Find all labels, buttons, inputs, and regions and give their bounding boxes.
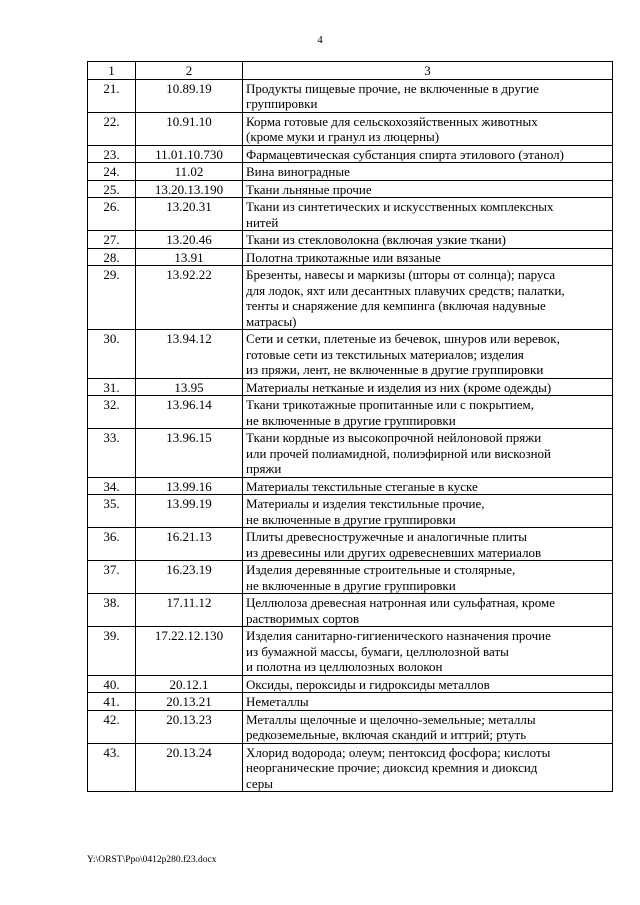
- description-line: Материалы и изделия текстильные прочие,: [246, 496, 485, 511]
- row-number-cell: 33.: [88, 429, 136, 478]
- description-line: матрасы): [246, 313, 297, 329]
- file-path-footer: Y:\ORST\Ppo\0412p280.f23.docx: [87, 855, 217, 865]
- table-row: [88, 378, 613, 396]
- product-code-cell: 13.96.15: [136, 429, 243, 478]
- description-line: Материалы нетканые и изделия из них (кроме одежды): [246, 379, 552, 395]
- table-row: [88, 594, 613, 627]
- description-line: Неметаллы: [246, 694, 309, 709]
- description-line: и полотна из целлюлозных волокон: [246, 659, 443, 674]
- table-row: [88, 180, 613, 198]
- row-number-cell: 32.: [88, 396, 136, 429]
- description-line: для лодок, яхт или десантных плавучих средств; палатки,: [246, 282, 565, 298]
- product-code-cell: 20.13.23: [136, 710, 243, 743]
- product-description-cell: [243, 330, 613, 379]
- product-description-cell: [243, 627, 613, 676]
- description-line: редкоземельные, включая скандий и иттрий; ртуть: [246, 727, 527, 742]
- product-code-cell: 10.91.10: [136, 112, 243, 145]
- description-line: Металлы щелочные и щелочно-земельные; металлы: [246, 711, 536, 727]
- product-code-cell: 11.02: [136, 163, 243, 181]
- table-row: [88, 330, 613, 379]
- table-row: [88, 79, 613, 112]
- description-line: Ткани из синтетических и искусственных комплексных: [246, 199, 554, 214]
- product-code-cell: 13.20.46: [136, 231, 243, 249]
- row-number-cell: 24.: [88, 163, 136, 181]
- description-line: Брезенты, навесы и маркизы (шторы от солнца); паруса: [246, 267, 556, 282]
- product-code-cell: 13.20.31: [136, 198, 243, 231]
- table-row: [88, 675, 613, 693]
- description-line: (кроме муки и гранул из люцерны): [246, 129, 440, 144]
- row-number-cell: 29.: [88, 266, 136, 330]
- product-code-cell: 13.92.22: [136, 266, 243, 330]
- product-code-cell: 13.94.12: [136, 330, 243, 379]
- description-line: из пряжи, лент, не включенные в другие группировки: [246, 362, 544, 377]
- description-line: Продукты пищевые прочие, не включенные в другие: [246, 80, 539, 96]
- row-number-cell: 22.: [88, 112, 136, 145]
- row-number-cell: 34.: [88, 477, 136, 495]
- table-row: [88, 477, 613, 495]
- row-number-cell: 36.: [88, 528, 136, 561]
- row-number-cell: 27.: [88, 231, 136, 249]
- table-row: [88, 145, 613, 163]
- description-line: тенты и снаряжение для кемпинга (включая надувные: [246, 298, 546, 313]
- product-code-cell: 17.11.12: [136, 594, 243, 627]
- product-description-cell: [243, 163, 613, 181]
- table-row: [88, 561, 613, 594]
- description-line: из древесины или других одревесневших материалов: [246, 544, 542, 560]
- page-number: 4: [317, 34, 323, 46]
- product-code-cell: 20.12.1: [136, 675, 243, 693]
- row-number-cell: 37.: [88, 561, 136, 594]
- product-description-cell: [243, 528, 613, 561]
- description-line: из бумажной массы, бумаги, целлюлозной ваты: [246, 643, 509, 659]
- description-line: серы: [246, 775, 273, 791]
- product-description-cell: [243, 594, 613, 627]
- table-row: [88, 710, 613, 743]
- description-line: растворимых сортов: [246, 610, 360, 626]
- description-line: Целлюлоза древесная натронная или сульфатная, кроме: [246, 595, 555, 610]
- product-description-cell: [243, 266, 613, 330]
- description-line: Полотна трикотажные или вязаные: [246, 249, 441, 265]
- product-description-cell: [243, 231, 613, 249]
- product-description-cell: [243, 248, 613, 266]
- description-line: не включенные в другие группировки: [246, 511, 456, 527]
- description-line: Вина виноградные: [246, 164, 350, 179]
- table-row: [88, 627, 613, 676]
- description-line: Изделия деревянные строительные и столярные,: [246, 562, 516, 577]
- description-line: не включенные в другие группировки: [246, 412, 456, 428]
- product-description-cell: [243, 561, 613, 594]
- description-line: Ткани из стекловолокна (включая узкие ткани): [246, 232, 506, 247]
- header-cell-description: 3: [243, 62, 613, 80]
- table-row: [88, 231, 613, 249]
- row-number-cell: 35.: [88, 495, 136, 528]
- product-description-cell: [243, 429, 613, 478]
- product-code-cell: 10.89.19: [136, 79, 243, 112]
- product-description-cell: [243, 675, 613, 693]
- description-line: группировки: [246, 96, 318, 111]
- row-number-cell: 25.: [88, 180, 136, 198]
- product-code-cell: 13.99.19: [136, 495, 243, 528]
- description-line: Материалы текстильные стеганые в куске: [246, 478, 478, 494]
- row-number-cell: 23.: [88, 145, 136, 163]
- product-description-cell: [243, 378, 613, 396]
- table-row: [88, 743, 613, 792]
- product-code-cell: 13.96.14: [136, 396, 243, 429]
- row-number-cell: 42.: [88, 710, 136, 743]
- product-code-cell: 20.13.21: [136, 693, 243, 711]
- description-line: Оксиды, пероксиды и гидроксиды металлов: [246, 676, 490, 692]
- product-description-cell: [243, 79, 613, 112]
- header-cell-code: 2: [136, 62, 243, 80]
- product-description-cell: [243, 710, 613, 743]
- table-row: [88, 693, 613, 711]
- product-code-cell: 13.99.16: [136, 477, 243, 495]
- row-number-cell: 21.: [88, 79, 136, 112]
- table-header-row: [88, 62, 613, 80]
- description-line: не включенные в другие группировки: [246, 577, 456, 593]
- product-description-cell: [243, 145, 613, 163]
- product-description-cell: [243, 198, 613, 231]
- row-number-cell: 26.: [88, 198, 136, 231]
- table-row: [88, 248, 613, 266]
- row-number-cell: 40.: [88, 675, 136, 693]
- product-description-cell: [243, 180, 613, 198]
- description-line: Хлорид водорода; олеум; пентоксид фосфора; кислоты: [246, 744, 551, 760]
- product-code-cell: 13.91: [136, 248, 243, 266]
- description-line: готовые сети из текстильных материалов; изделия: [246, 346, 524, 362]
- description-line: Сети и сетки, плетеные из бечевок, шнуров или веревок,: [246, 331, 560, 346]
- row-number-cell: 30.: [88, 330, 136, 379]
- row-number-cell: 31.: [88, 378, 136, 396]
- description-line: Ткани кордные из высокопрочной нейлоновой пряжи: [246, 430, 542, 445]
- description-line: пряжи: [246, 461, 282, 476]
- description-line: или прочей полиамидной, полиэфирной или вискозной: [246, 445, 551, 461]
- table-row: [88, 429, 613, 478]
- header-cell-number: 1: [88, 62, 136, 80]
- description-line: неорганические прочие; диоксид кремния и диоксид: [246, 760, 538, 775]
- table-row: [88, 396, 613, 429]
- product-code-cell: 20.13.24: [136, 743, 243, 792]
- product-description-cell: [243, 477, 613, 495]
- table-row: [88, 112, 613, 145]
- description-line: Ткани трикотажные пропитанные или с покрытием,: [246, 397, 534, 412]
- table-row: [88, 266, 613, 330]
- row-number-cell: 41.: [88, 693, 136, 711]
- table-row: [88, 163, 613, 181]
- product-description-cell: [243, 693, 613, 711]
- description-line: Изделия санитарно-гигиенического назначения прочие: [246, 628, 551, 643]
- product-description-cell: [243, 112, 613, 145]
- row-number-cell: 39.: [88, 627, 136, 676]
- product-code-cell: 17.22.12.130: [136, 627, 243, 676]
- row-number-cell: 43.: [88, 743, 136, 792]
- row-number-cell: 28.: [88, 248, 136, 266]
- description-line: нитей: [246, 214, 279, 230]
- product-code-cell: 16.23.19: [136, 561, 243, 594]
- description-line: Плиты древесностружечные и аналогичные плиты: [246, 529, 528, 544]
- table-row: [88, 198, 613, 231]
- description-line: Фармацевтическая субстанция спирта этилового (этанол): [246, 146, 564, 162]
- product-code-cell: 13.95: [136, 378, 243, 396]
- product-code-cell: 16.21.13: [136, 528, 243, 561]
- product-description-cell: [243, 396, 613, 429]
- product-code-cell: 11.01.10.730: [136, 145, 243, 163]
- description-line: Ткани льняные прочие: [246, 181, 372, 197]
- product-codes-table: [87, 61, 613, 792]
- row-number-cell: 38.: [88, 594, 136, 627]
- product-description-cell: [243, 743, 613, 792]
- table-row: [88, 495, 613, 528]
- product-description-cell: [243, 495, 613, 528]
- table-row: [88, 528, 613, 561]
- table-body: [88, 62, 613, 792]
- product-code-cell: 13.20.13.190: [136, 180, 243, 198]
- description-line: Корма готовые для сельскохозяйственных животных: [246, 113, 538, 129]
